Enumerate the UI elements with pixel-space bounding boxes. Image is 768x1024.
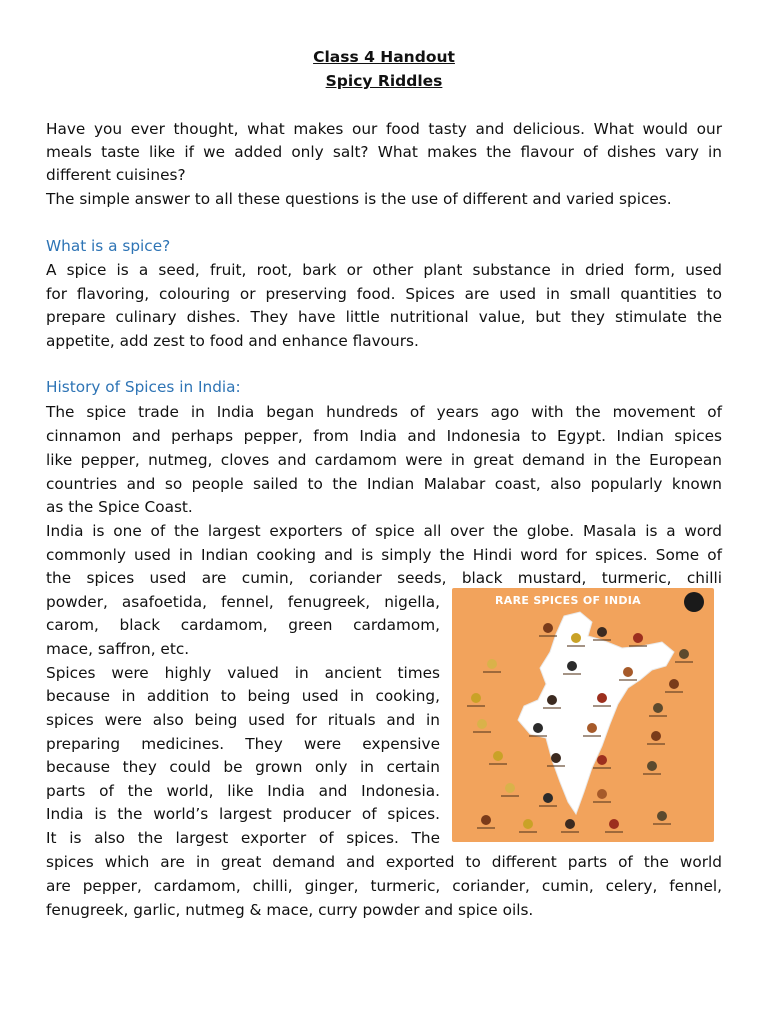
history-line: because in addition to being used in cooking, [46, 687, 440, 705]
page-title: Class 4 Handout [313, 48, 455, 66]
spice-caption-mark [675, 661, 693, 663]
spice-caption-mark [483, 671, 501, 673]
spice-caption-mark [567, 645, 585, 647]
spice-line: A spice is a seed, fruit, root, bark or other plant substance in dried form, used [46, 261, 722, 279]
spice-thumbnail-icon [551, 753, 561, 763]
spice-caption-mark [653, 823, 671, 825]
spice-caption-mark [547, 765, 565, 767]
spice-thumbnail-icon [633, 633, 643, 643]
spice-caption-mark [583, 735, 601, 737]
spice-thumbnail-icon [653, 703, 663, 713]
spice-line: appetite, add zest to food and enhance flavours. [46, 332, 419, 350]
infographic-title: RARE SPICES OF INDIA [495, 594, 641, 607]
history-line: because they could be grown only in certain [46, 758, 440, 776]
spice-caption-mark [543, 707, 561, 709]
spice-caption-mark [519, 831, 537, 833]
history-line: Spices were highly valued in ancient times [46, 664, 440, 682]
spice-caption-mark [665, 691, 683, 693]
history-line: cinnamon and perhaps pepper, from India and Indonesia to Egypt. Indian spices [46, 427, 722, 445]
history-line: The spice trade in India began hundreds of years ago with the movement of [46, 403, 722, 421]
spice-thumbnail-icon [505, 783, 515, 793]
spice-thumbnail-icon [597, 693, 607, 703]
history-line: commonly used in Indian cooking and is simply the Hindi word for spices. Some of [46, 546, 722, 564]
spice-thumbnail-icon [597, 789, 607, 799]
intro-line: Have you ever thought, what makes our food tasty and delicious. What would our [46, 120, 722, 138]
spice-caption-mark [489, 763, 507, 765]
spice-caption-mark [605, 831, 623, 833]
spice-caption-mark [649, 715, 667, 717]
spice-thumbnail-icon [493, 751, 503, 761]
spice-thumbnail-icon [543, 623, 553, 633]
spice-caption-mark [529, 735, 547, 737]
intro-line: meals taste like if we added only salt? What makes the flavour of dishes vary in [46, 143, 722, 161]
spice-line: for flavoring, colouring or preserving food. Spices are used in small quantities to [46, 285, 722, 303]
spice-caption-mark [619, 679, 637, 681]
page-subtitle: Spicy Riddles [325, 72, 443, 90]
spice-caption-mark [473, 731, 491, 733]
history-line: mace, saffron, etc. [46, 640, 190, 658]
spice-thumbnail-icon [481, 815, 491, 825]
spice-caption-mark [647, 743, 665, 745]
spice-caption-mark [539, 635, 557, 637]
section-heading-spice: What is a spice? [46, 237, 171, 255]
spice-caption-mark [477, 827, 495, 829]
spice-thumbnail-icon [571, 633, 581, 643]
spice-thumbnail-icon [533, 723, 543, 733]
history-line: fenugreek, garlic, nutmeg & mace, curry powder and spice oils. [46, 901, 534, 919]
india-map-outline [518, 612, 674, 814]
history-line: are pepper, cardamom, chilli, ginger, turmeric, coriander, cumin, celery, fennel, [46, 877, 722, 895]
spice-caption-mark [467, 705, 485, 707]
section-heading-history: History of Spices in India: [46, 378, 241, 396]
spice-thumbnail-icon [487, 659, 497, 669]
spice-line: prepare culinary dishes. They have little nutritional value, but they stimulate the [46, 308, 722, 326]
history-line: spices were also being used for rituals and in [46, 711, 440, 729]
spice-thumbnail-icon [523, 819, 533, 829]
history-line: It is also the largest exporter of spices. The [46, 829, 440, 847]
spice-caption-mark [593, 705, 611, 707]
spice-thumbnail-icon [567, 661, 577, 671]
spice-thumbnail-icon [597, 755, 607, 765]
spice-thumbnail-icon [657, 811, 667, 821]
history-line: spices which are in great demand and exported to different parts of the world [46, 853, 722, 871]
spice-thumbnail-icon [597, 627, 607, 637]
intro-line: The simple answer to all these questions is the use of different and varied spices. [46, 190, 672, 208]
spice-caption-mark [539, 805, 557, 807]
spice-thumbnail-icon [565, 819, 575, 829]
history-line: preparing medicines. They were expensive [46, 735, 440, 753]
spice-thumbnail-icon [543, 793, 553, 803]
spice-thumbnail-icon [587, 723, 597, 733]
history-line: carom, black cardamom, green cardamom, [46, 616, 440, 634]
history-line: parts of the world, like India and Indonesia. [46, 782, 440, 800]
spice-caption-mark [593, 767, 611, 769]
spice-caption-mark [629, 645, 647, 647]
history-line: countries and so people sailed to the Indian Malabar coast, also popularly known [46, 475, 722, 493]
history-line: India is one of the largest exporters of spice all over the globe. Masala is a word [46, 522, 722, 540]
spice-thumbnail-icon [547, 695, 557, 705]
spice-thumbnail-icon [651, 731, 661, 741]
spice-caption-mark [643, 773, 661, 775]
rare-spices-infographic [452, 588, 714, 842]
spice-thumbnail-icon [669, 679, 679, 689]
spice-caption-mark [563, 673, 581, 675]
history-line: the spices used are cumin, coriander seeds, black mustard, turmeric, chilli [46, 569, 722, 587]
spice-caption-mark [501, 795, 519, 797]
spice-thumbnail-icon [471, 693, 481, 703]
intro-line: different cuisines? [46, 166, 186, 184]
spice-thumbnail-icon [477, 719, 487, 729]
india-map-illustration [452, 588, 714, 842]
history-line: India is the world’s largest producer of spices. [46, 805, 440, 823]
spice-thumbnail-icon [647, 761, 657, 771]
spice-caption-mark [593, 801, 611, 803]
spice-thumbnail-icon [623, 667, 633, 677]
history-line: powder, asafoetida, fennel, fenugreek, nigella, [46, 593, 440, 611]
history-line: as the Spice Coast. [46, 498, 193, 516]
spice-thumbnail-icon [609, 819, 619, 829]
spice-caption-mark [561, 831, 579, 833]
spice-caption-mark [593, 639, 611, 641]
history-line: like pepper, nutmeg, cloves and cardamom were in great demand in the European [46, 451, 722, 469]
spice-thumbnail-icon [679, 649, 689, 659]
